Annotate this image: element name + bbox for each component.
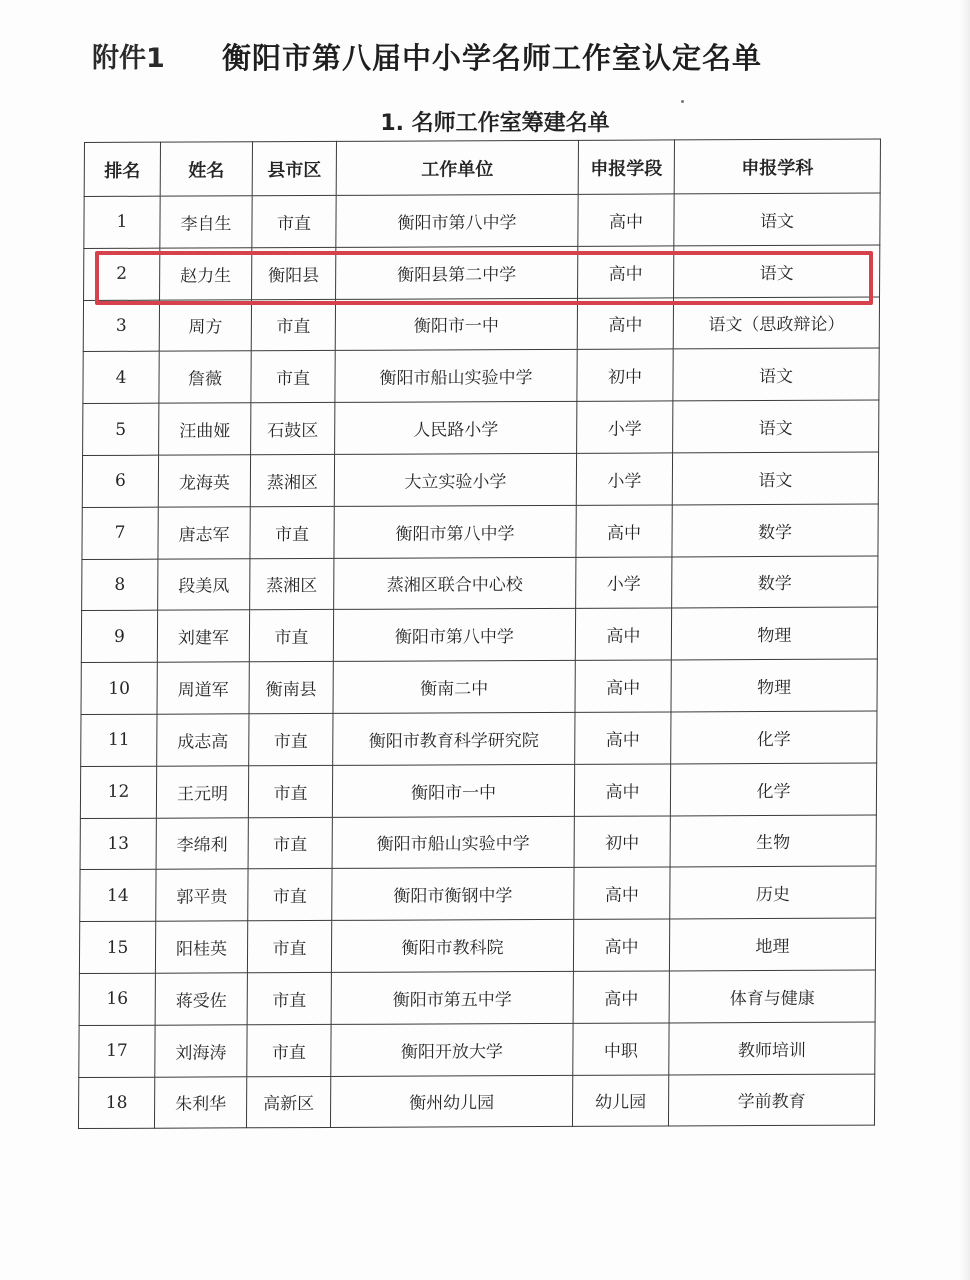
cell-subject: 教师培训 (669, 1022, 875, 1075)
roster-table-wrapper (78, 139, 880, 1130)
cell-subject: 化学 (671, 711, 877, 764)
attachment-label: 附件1 (92, 43, 165, 74)
cell-unit: 衡阳县第二中学 (336, 246, 578, 299)
cell-subject: 历史 (670, 866, 876, 919)
cell-stage: 高中 (573, 971, 669, 1023)
table-row (80, 815, 876, 870)
cell-stage: 幼儿园 (572, 1075, 668, 1127)
table-row (79, 970, 875, 1025)
section-title: 1. 名师工作室筹建名单 (380, 111, 610, 136)
cell-county: 市直 (247, 921, 331, 973)
cell-county: 市直 (247, 972, 331, 1024)
cell-name: 成志高 (157, 714, 249, 766)
table-row (82, 556, 878, 611)
cell-unit: 衡阳市船山实验中学 (332, 816, 574, 869)
roster-table (78, 139, 881, 1130)
cell-county: 市直 (247, 1024, 331, 1076)
cell-rank: 6 (82, 455, 158, 507)
table-row (79, 918, 875, 973)
cell-county: 蒸湘区 (250, 454, 334, 506)
cell-unit: 衡阳市第八中学 (336, 194, 578, 247)
cell-county: 市直 (252, 195, 336, 247)
cell-unit: 衡州幼儿园 (330, 1075, 572, 1128)
cell-county: 市直 (249, 713, 333, 765)
header-unit: 工作单位 (336, 140, 578, 195)
table-body (78, 193, 880, 1129)
cell-name: 王元明 (156, 766, 248, 818)
cell-county: 市直 (250, 506, 334, 558)
table-row-highlighted (84, 245, 880, 300)
header-subject: 申报学科 (674, 139, 880, 194)
cell-subject: 物理 (671, 659, 877, 712)
cell-rank: 10 (81, 662, 157, 714)
cell-unit: 蒸湘区联合中心校 (334, 557, 576, 610)
cell-rank: 11 (81, 714, 157, 766)
cell-name: 詹薇 (159, 351, 251, 403)
cell-unit: 衡阳市第八中学 (333, 609, 575, 662)
cell-rank: 13 (80, 818, 156, 870)
cell-stage: 高中 (575, 712, 671, 764)
cell-stage: 中职 (573, 1023, 669, 1075)
cell-stage: 高中 (575, 608, 671, 660)
cell-rank: 4 (83, 352, 159, 404)
cell-rank: 7 (82, 507, 158, 559)
cell-rank: 2 (84, 248, 160, 300)
cell-subject: 体育与健康 (669, 970, 875, 1023)
cell-county: 市直 (248, 869, 332, 921)
cell-name: 龙海英 (158, 455, 250, 507)
cell-county: 市直 (249, 610, 333, 662)
cell-name: 蒋受佐 (155, 973, 247, 1025)
cell-county: 市直 (248, 765, 332, 817)
cell-name: 李自生 (160, 196, 252, 248)
cell-subject: 学前教育 (668, 1074, 874, 1127)
header-rank: 排名 (84, 142, 160, 196)
cell-county: 蒸湘区 (250, 558, 334, 610)
cell-subject: 语文 (673, 348, 879, 401)
cell-stage: 高中 (575, 660, 671, 712)
cell-subject: 地理 (669, 918, 875, 971)
cell-county: 市直 (248, 817, 332, 869)
table-row (83, 400, 879, 455)
cell-county: 市直 (251, 351, 335, 403)
cell-subject: 化学 (670, 763, 876, 816)
cell-subject: 语文 (674, 245, 880, 298)
cell-subject: 物理 (671, 607, 877, 660)
cell-unit: 人民路小学 (335, 402, 577, 455)
table-row (81, 607, 877, 662)
scan-edge-shadow (960, 0, 970, 1280)
header-stage: 申报学段 (578, 140, 674, 194)
cell-subject: 语文 (672, 452, 878, 505)
cell-stage: 高中 (576, 505, 672, 557)
cell-name: 汪曲娅 (159, 403, 251, 455)
cell-name: 朱利华 (154, 1076, 246, 1128)
cell-county: 高新区 (246, 1076, 330, 1128)
cell-stage: 高中 (574, 867, 670, 919)
cell-stage: 小学 (576, 557, 672, 609)
header-name: 姓名 (160, 142, 252, 196)
cell-stage: 小学 (577, 401, 673, 453)
cell-stage: 小学 (576, 453, 672, 505)
cell-name: 赵力生 (160, 248, 252, 300)
cell-stage: 初中 (577, 349, 673, 401)
table-row (83, 348, 879, 403)
cell-unit: 衡阳市第五中学 (331, 971, 573, 1024)
cell-subject: 语文 (674, 193, 880, 246)
cell-rank: 18 (78, 1077, 154, 1129)
cell-subject: 语文（思政辩论） (673, 297, 879, 350)
cell-unit: 衡阳市教育科学研究院 (333, 712, 575, 765)
table-row (79, 1022, 875, 1077)
cell-name: 段美凤 (158, 558, 250, 610)
cell-stage: 高中 (577, 298, 673, 350)
cell-rank: 1 (84, 196, 160, 248)
cell-subject: 数学 (672, 556, 878, 609)
cell-unit: 衡阳市一中 (332, 764, 574, 817)
cell-county: 衡南县 (249, 662, 333, 714)
cell-unit: 衡阳市教科院 (331, 920, 573, 973)
cell-stage: 高中 (578, 246, 674, 298)
cell-county: 衡阳县 (252, 247, 336, 299)
cell-unit: 衡阳市一中 (335, 298, 577, 351)
cell-name: 李绵利 (156, 817, 248, 869)
cell-rank: 5 (83, 403, 159, 455)
table-row (82, 452, 878, 507)
cell-name: 刘建军 (157, 610, 249, 662)
cell-rank: 15 (79, 921, 155, 973)
cell-name: 周道军 (157, 662, 249, 714)
cell-rank: 12 (80, 766, 156, 818)
cell-subject: 生物 (670, 815, 876, 868)
cell-unit: 衡南二中 (333, 661, 575, 714)
cell-rank: 16 (79, 973, 155, 1025)
table-header-row (84, 139, 880, 196)
cell-name: 郭平贵 (156, 869, 248, 921)
cell-rank: 17 (79, 1025, 155, 1077)
cell-stage: 高中 (574, 764, 670, 816)
cell-rank: 8 (82, 559, 158, 611)
table-row (83, 297, 879, 352)
cell-rank: 9 (81, 611, 157, 663)
cell-stage: 高中 (573, 919, 669, 971)
header-county: 县市区 (252, 141, 336, 195)
cell-unit: 衡阳开放大学 (331, 1023, 573, 1076)
document-title: 衡阳市第八届中小学名师工作室认定名单 (222, 41, 763, 75)
cell-name: 刘海涛 (155, 1025, 247, 1077)
cell-unit: 大立实验小学 (334, 453, 576, 506)
cell-unit: 衡阳市衡钢中学 (332, 868, 574, 921)
table-row (82, 504, 878, 559)
cell-subject: 数学 (672, 504, 878, 557)
cell-rank: 14 (80, 870, 156, 922)
cell-unit: 衡阳市第八中学 (334, 505, 576, 558)
table-row (81, 659, 877, 714)
table-row (81, 711, 877, 766)
cell-stage: 高中 (578, 194, 674, 246)
cell-unit: 衡阳市船山实验中学 (335, 350, 577, 403)
cell-subject: 语文 (673, 400, 879, 453)
cell-name: 周方 (159, 299, 251, 351)
cell-rank: 3 (83, 300, 159, 352)
scan-speck (681, 100, 684, 103)
cell-county: 市直 (251, 299, 335, 351)
table-row (84, 193, 880, 248)
cell-name: 阳桂英 (155, 921, 247, 973)
table-row (80, 866, 876, 921)
table-row (80, 763, 876, 818)
cell-stage: 初中 (574, 816, 670, 868)
cell-name: 唐志军 (158, 507, 250, 559)
cell-county: 石鼓区 (251, 403, 335, 455)
table-row (78, 1074, 874, 1129)
